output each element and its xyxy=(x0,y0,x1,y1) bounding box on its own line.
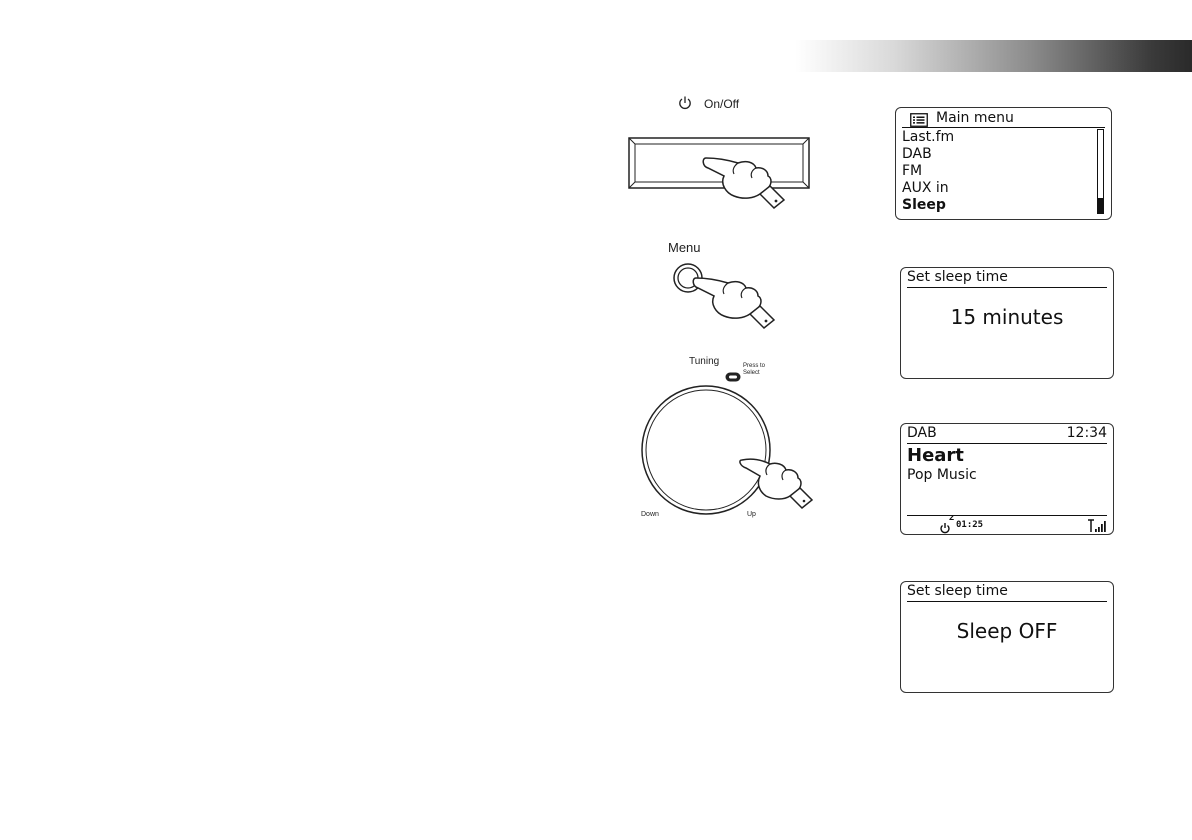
press-to-select-label xyxy=(743,363,765,377)
sleep-time-value: 15 minutes xyxy=(950,305,1064,329)
genre-text: Pop Music xyxy=(907,467,977,483)
lcd-set-sleep-time xyxy=(900,267,1114,379)
tuning-label: Tuning xyxy=(689,356,720,367)
signal-strength-icon xyxy=(1087,518,1107,535)
lcd-main-menu xyxy=(895,107,1112,220)
lcd-title: Main menu xyxy=(936,110,1014,126)
pointing-hand-icon xyxy=(690,270,780,342)
pointing-hand-icon xyxy=(698,148,788,222)
station-name: Heart xyxy=(907,445,964,466)
lcd-header-rule xyxy=(902,127,1105,128)
pointing-hand-icon xyxy=(738,450,818,518)
sleep-remaining: 01:25 xyxy=(956,520,984,530)
onoff-label: On/Off xyxy=(704,97,740,111)
lcd-dab-playing xyxy=(900,423,1114,535)
press-to-text: Press to xyxy=(743,363,766,369)
scrollbar xyxy=(1097,129,1104,214)
lcd-header-rule xyxy=(907,287,1107,288)
lcd-title: Set sleep time xyxy=(907,583,1008,599)
select-text: Select xyxy=(743,370,760,376)
menu-item: FM xyxy=(902,163,923,179)
sleep-icon-sup: Z xyxy=(949,514,955,522)
lcd-footer-rule xyxy=(907,515,1107,516)
lcd-sleep-off xyxy=(900,581,1114,693)
down-label: Down xyxy=(641,511,659,518)
menu-item: DAB xyxy=(902,146,932,162)
section-header-gradient-bar xyxy=(795,40,1192,72)
power-icon xyxy=(677,95,693,115)
menu-item-selected: Sleep xyxy=(902,197,946,213)
up-label: Up xyxy=(747,511,756,518)
scrollbar-thumb xyxy=(1098,198,1103,213)
source-label: DAB xyxy=(907,425,937,441)
sleep-time-value: Sleep OFF xyxy=(956,619,1058,643)
menu-label: Menu xyxy=(668,240,701,255)
menu-item: AUX in xyxy=(902,180,949,196)
lcd-title: Set sleep time xyxy=(907,269,1008,285)
menu-item: Last.fm xyxy=(902,129,955,145)
clock-time: 12:34 xyxy=(1066,425,1107,441)
lcd-header-rule xyxy=(907,601,1107,602)
lcd-header-rule xyxy=(907,443,1107,444)
